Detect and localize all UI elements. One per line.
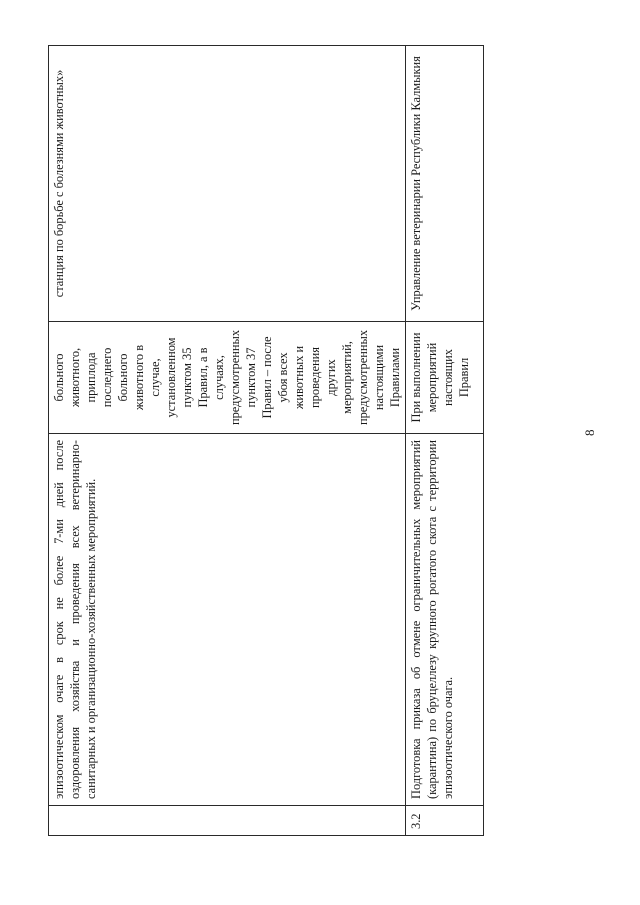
term-line: пунктом 37	[244, 347, 258, 408]
term-line: больного	[52, 353, 66, 402]
responsible-cell: станция по борьбе с болезнями животных»	[49, 46, 406, 322]
responsible-cell: Управление ветеринарии Республики Калмыкия	[406, 46, 484, 322]
term-line: убоя всех	[276, 352, 290, 403]
term-line: больного	[116, 353, 130, 402]
rotated-page-content	[48, 46, 471, 836]
term-line: предусмотренных	[356, 329, 370, 426]
term-line: Правил – после	[260, 336, 274, 419]
term-line: случаях,	[212, 355, 226, 400]
term-line: животного,	[68, 347, 82, 408]
row-number-cell: 3.2	[406, 806, 484, 836]
table-row	[49, 46, 406, 836]
term-line: Правилами	[388, 347, 402, 408]
term-line: животного в	[132, 344, 146, 411]
measure-description-cell: Подготовка приказа об отмене ограничительных мероприятий (карантина) по бруцеллезу крупного рогатого скота с территории эпизоотического очага.	[406, 434, 484, 806]
term-line: настоящими	[372, 344, 386, 411]
term-line: проведения	[308, 347, 322, 408]
measure-description-cell: эпизоотическом очаге в срок не более 7-ми дней после оздоровления хозяйства и проведения всех ветеринарно-санитарных и организационно-хозяйственных мероприятий.	[49, 434, 406, 806]
term-line: Правил, а в	[196, 347, 210, 408]
table-row	[406, 46, 484, 836]
term-line: случае,	[148, 358, 162, 397]
term-line: последнего	[100, 347, 114, 408]
row-number-cell	[49, 806, 406, 836]
term-line: приплода	[84, 352, 98, 403]
term-cell	[49, 322, 406, 434]
term-cell: При выполнении мероприятий настоящих Правил	[406, 322, 484, 434]
measures-table	[48, 45, 484, 836]
term-line: пунктом 35	[180, 347, 194, 408]
term-line: мероприятий,	[340, 341, 354, 414]
term-line: установленном	[164, 337, 178, 418]
term-line: предусмотренных	[228, 329, 242, 426]
term-line: животных и	[292, 345, 306, 410]
term-line: других	[324, 359, 338, 396]
page-number: 8	[582, 429, 597, 436]
